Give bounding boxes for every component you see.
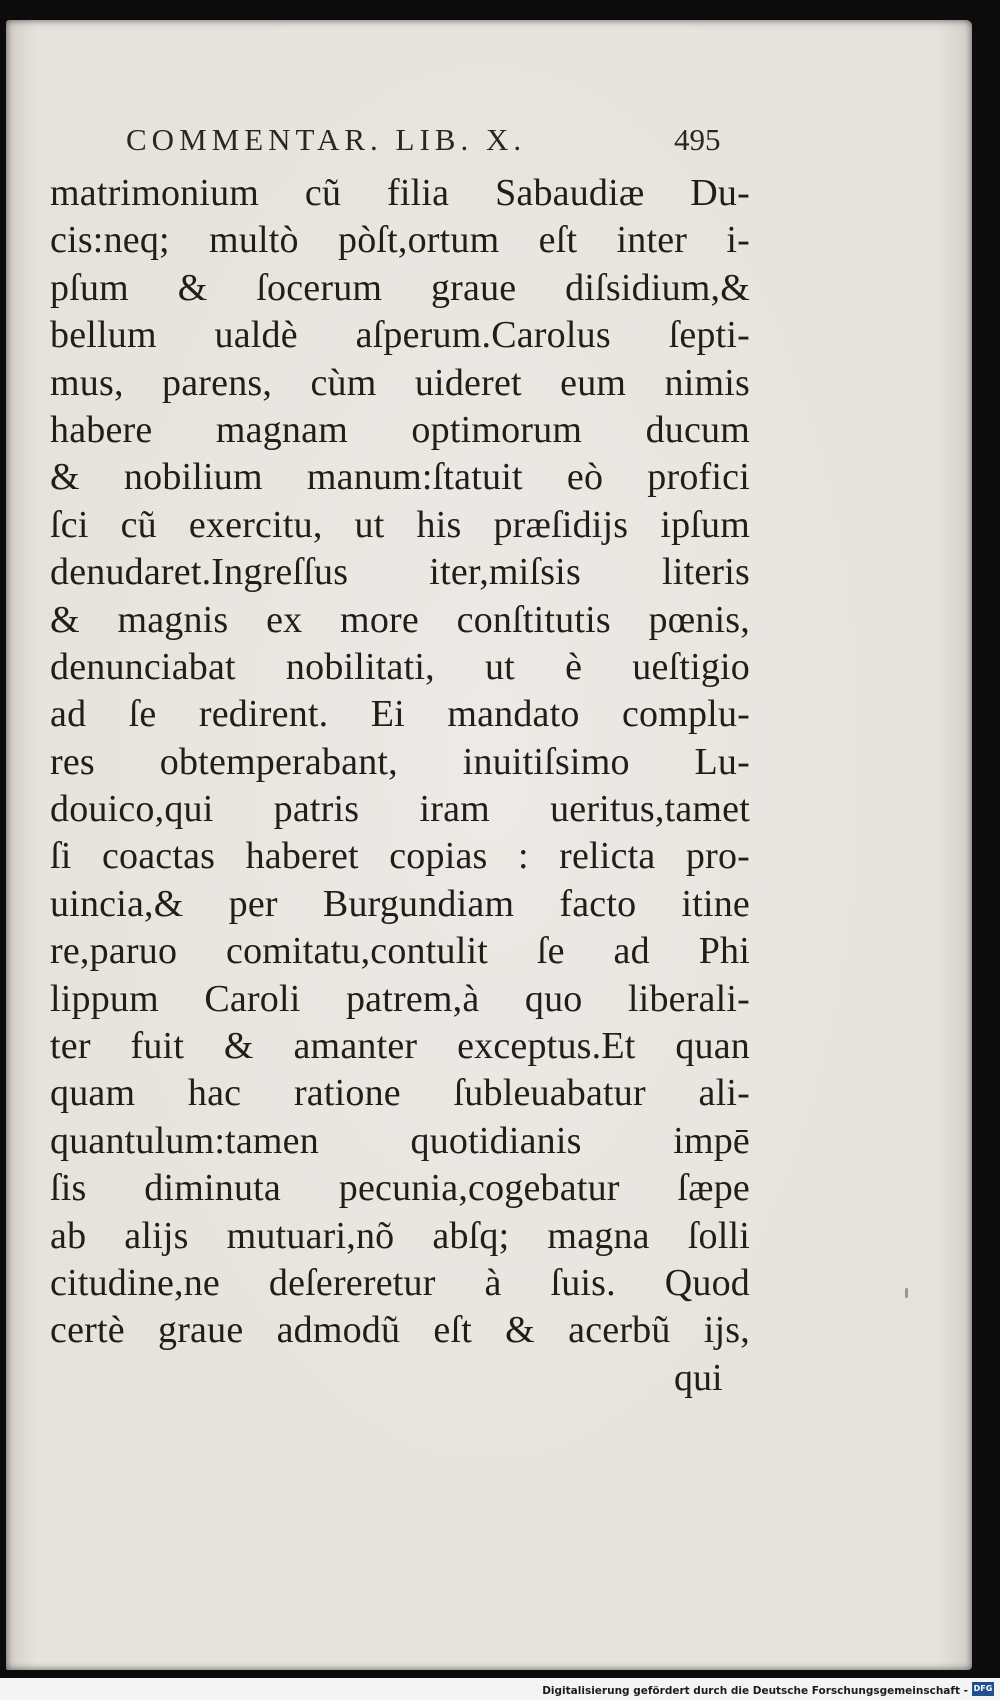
text-line: & magnis ex more conſtitutis pœnis,: [50, 598, 750, 641]
catchword: qui: [674, 1357, 723, 1399]
text-line: ter fuit & amanter exceptus.Et quan: [50, 1025, 750, 1068]
page-number: 495: [674, 122, 721, 157]
text-line: ſis diminuta pecunia,cogebatur ſæpe: [50, 1167, 750, 1210]
text-line: res obtemperabant, inuitiſsimo Lu-: [50, 740, 750, 783]
text-line: pſum & ſocerum graue diſsidium,&: [50, 266, 750, 309]
text-line: quam hac ratione ſubleuabatur ali-: [50, 1072, 750, 1115]
text-line: re,paruo comitatu,contulit ſe ad Phi: [50, 930, 750, 973]
text-line: denudaret.Ingreſſus iter,miſsis literis: [50, 551, 750, 594]
text-line: ſci cũ exercitu, ut his præſidijs ipſum: [50, 503, 750, 546]
text-line: quantulum:tamen quotidianis impē: [50, 1119, 750, 1162]
text-line: & nobilium manum:ſtatuit eò profici: [50, 456, 750, 499]
body-text: [50, 170, 750, 1355]
text-line: cis:neq; multò pòſt,ortum eſt inter i-: [50, 219, 750, 262]
text-line: bellum ualdè aſperum.Carolus ſepti-: [50, 314, 750, 357]
text-line: certè graue admodũ eſt & acerbũ ijs,: [50, 1309, 750, 1352]
text-line: uincia,& per Burgundiam facto itine: [50, 882, 750, 925]
digitization-footer: [0, 1678, 1000, 1700]
running-head: [6, 122, 972, 162]
running-head-title: COMMENTAR. LIB. X.: [126, 122, 527, 157]
book-page: [6, 20, 972, 1670]
text-line: ſi coactas haberet copias : relicta pro-: [50, 835, 750, 878]
paper-speck: [905, 1288, 908, 1298]
text-line: denunciabat nobilitati, ut è ueſtigio: [50, 645, 750, 688]
text-line: matrimonium cũ filia Sabaudiæ Du-: [50, 172, 750, 214]
text-line: habere magnam optimorum ducum: [50, 408, 750, 451]
text-line: ad ſe redirent. Ei mandato complu-: [50, 693, 750, 736]
text-line: citudine,ne deſereretur à ſuis. Quod: [50, 1261, 750, 1304]
dfg-logo-icon: DFG: [972, 1682, 994, 1696]
funding-credit: Digitalisierung gefördert durch die Deutsche Forschungsgemeinschaft -: [542, 1685, 968, 1697]
text-line: douico,qui patris iram ueritus,tamet: [50, 788, 750, 831]
text-line: ab alijs mutuari,nõ abſq; magna ſolli: [50, 1214, 750, 1257]
text-line: lippum Caroli patrem,à quo liberali-: [50, 977, 750, 1020]
text-line: mus, parens, cùm uideret eum nimis: [50, 361, 750, 404]
